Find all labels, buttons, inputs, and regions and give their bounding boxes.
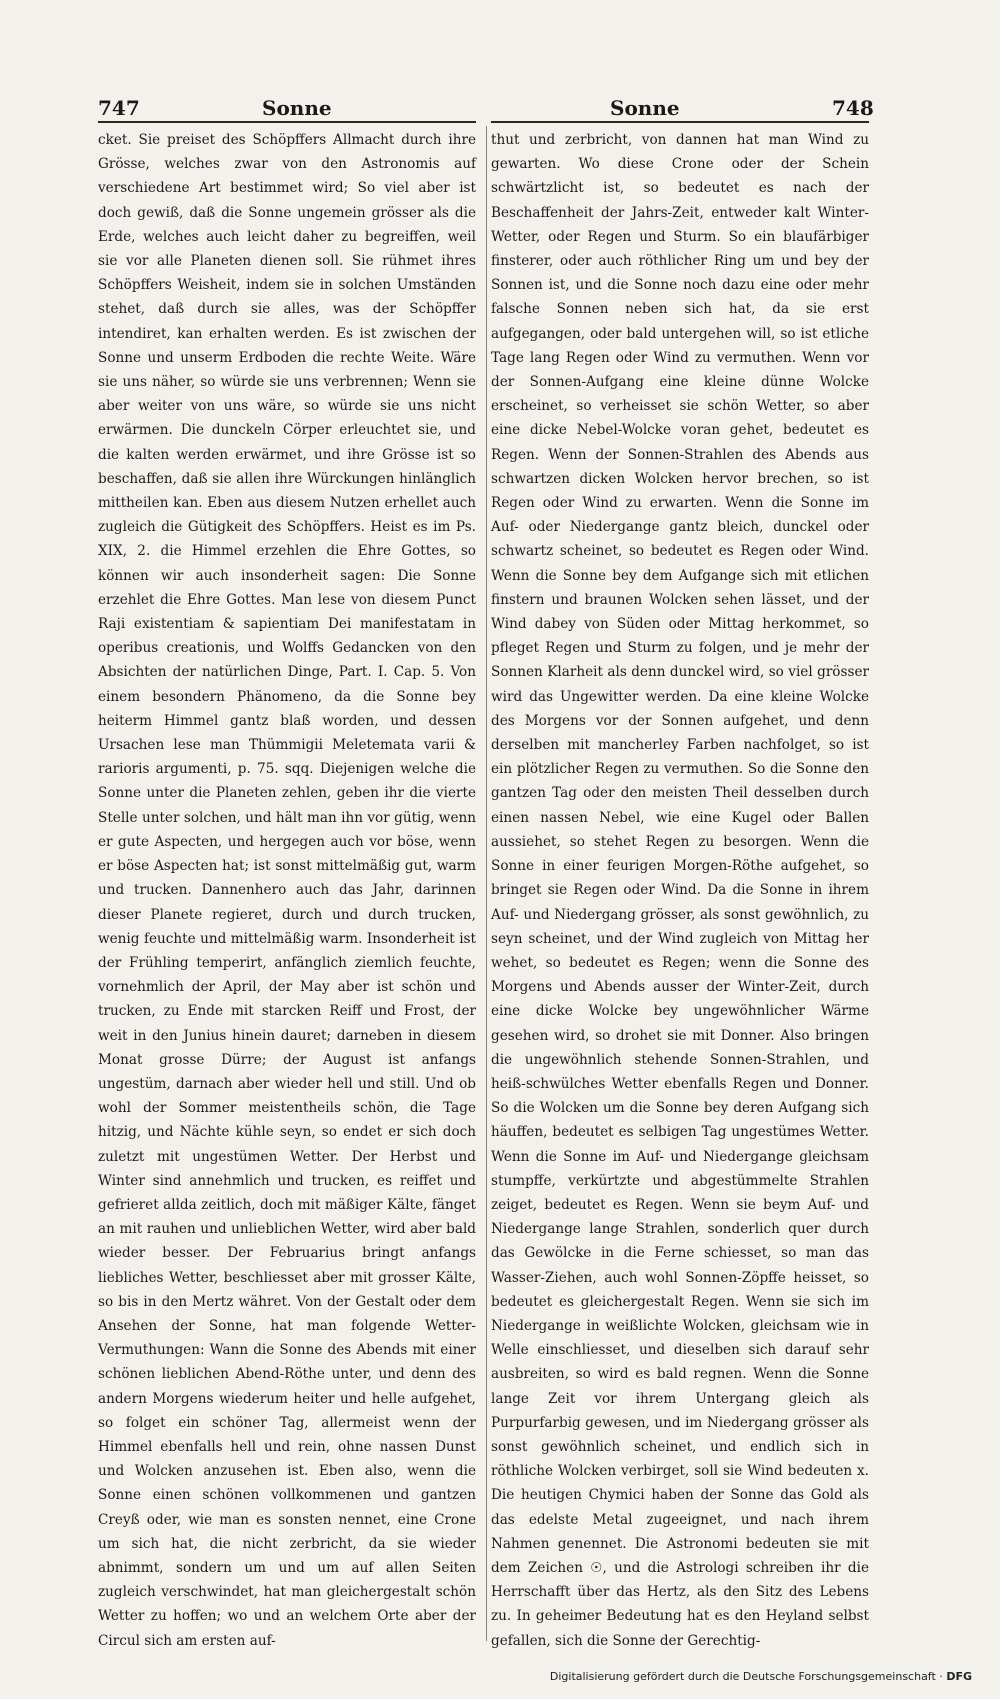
right-text-column: thut und zerbricht, von dannen hat man Wind zu gewarten. Wo diese Crone oder der Schein schwärtzlicht ist, so bedeutet es nach der Beschaffenheit der Jahrs-Zeit, entweder kalt Winter-Wetter, oder Regen und Sturm. So ein blaufärbiger finsterer, oder auch röthlicher Ring um und bey der Sonnen ist, und die Sonne noch dazu eine oder mehr falsche Sonnen neben sich hat, da sie erst aufgegangen, oder bald untergehen will, so ist etliche Tage lang Regen oder Wind zu vermuthen. Wenn vor der Sonnen-Aufgang eine kleine dünne Wolcke erscheinet, so verheisset sie schön Wetter, so aber eine dicke Nebel-Wolcke voran gehet, bedeutet es Regen. Wenn der Sonnen-Strahlen des Abends aus schwartzen dicken Wolcken hervor brechen, so ist Regen oder Wind zu erwarten. Wenn die Sonne im Auf- oder Niedergange gantz bleich, dunckel oder schwartz scheinet, so bedeutet es Regen oder Wind. Wenn die Sonne bey dem Aufgange sich mit etlichen finstern und braunen Wolcken sehen lässet, und der Wind dabey von Süden oder Mittag herkommet, so pfleget Regen und Sturm zu folgen, und je mehr der Sonnen Klarheit als denn dunckel wird, so viel grösser wird das Ungewitter werden. Da eine kleine Wolcke des Morgens vor der Sonnen aufgehet, und denn derselben mit mancherley Farben nachfolget, so ist ein plötzlicher Regen zu vermuthen. So die Sonne den gantzen Tag oder den meisten Theil desselben durch einen nassen Nebel, wie eine Kugel oder Ballen aussiehet, so stehet Regen zu besorgen. Wenn die Sonne in einer feurigen Morgen-Röthe aufgehet, so bringet sie Regen oder Wind. Da die Sonne in ihrem Auf- und Niedergang grösser, als sonst gewöhnlich, zu seyn scheinet, und der Wind zugleich von Mittag her wehet, so bedeutet es Regen; wenn die Sonne des Morgens und Abends ausser der Winter-Zeit, durch eine dicke Wolcke bey ungewöhnlicher Wärme gesehen wird, so drohet sie mit Donner. Also bringen die ungewöhnlich stehende Sonnen-Strahlen, und heiß-schwülches Wetter ebenfalls Regen und Donner. So die Wolcken um die Sonne bey deren Aufgang sich häuffen, bedeutet es selbigen Tag ungestümes Wetter. Wenn die Sonne im Auf- und Niedergange gleichsam stumpffe, verkürtzte und abgestümmelte Strahlen zeiget, bedeutet es Regen. Wenn sie beym Auf- und Niedergange lange Strahlen, sonderlich quer durch das Gewölcke in die Ferne schiesset, so man das Wasser-Ziehen, auch wohl Sonnen-Zöpffe heisset, so bedeutet es gleichergestalt Regen. Wenn sie sich im Niedergange in weißlichte Wolcken, gleichsam wie in Welle einschliesset, und dieselben sich darauf sehr ausbreiten, so wird es bald regnen. Wenn die Sonne lange Zeit vor ihrem Untergang gleich als Purpurfarbig gewesen, und im Niedergang grösser als sonst gewöhnlich scheinet, und endlich sich in röthliche Wolcken verbirget, soll sie Wind bedeuten x. Die heutigen Chymici haben der Sonne das Gold als das edelste Metal zugeeignet, und nach ihrem Nahmen genennet. Die Astronomi bedeuten sie mit dem Zeichen ☉, und die Astrologi schreiben ihr die Herrschafft über das Hertz, als den Sitz des Lebens zu. In geheimer Bedeutung hat es den Heyland selbst gefallen, sich die Sonne der Gerechtig- [491,132,869,1649]
digitization-footer: Digitalisierung gefördert durch die Deutsche Forschungsgemeinschaft · DFG [549,1670,972,1683]
right-page-number: 748 [832,96,874,120]
footer-text: Digitalisierung gefördert durch die Deutsche Forschungsgemeinschaft [549,1670,936,1683]
left-header-rule [98,121,476,123]
left-text-column: cket. Sie preiset des Schöpffers Allmacht durch ihre Grösse, welches zwar von den Astronomis auf verschiedene Art bestimmet wird; So viel aber ist doch gewiß, daß die Sonne ungemein grösser als die Erde, welches auch leicht daher zu begreiffen, weil sie vor alle Planeten dienen soll. Sie rühmet ihres Schöpffers Weisheit, indem sie in solchen Umständen stehet, daß durch sie alles, was der Schöpffer intendiret, kan erhalten werden. Es ist zwischen der Sonne und unserm Erdboden die rechte Weite. Wäre sie uns näher, so würde sie uns verbrennen; Wenn sie aber weiter von uns wäre, so würde sie uns nicht erwärmen. Die dunckeln Cörper erleuchtet sie, und die kalten werden erwärmet, und ihre Grösse ist so beschaffen, daß sie allen ihre Würckungen hinlänglich mittheilen kan. Eben aus diesem Nutzen erhellet auch zugleich die Gütigkeit des Schöpffers. Heist es im Ps. XIX, 2. die Himmel erzehlen die Ehre Gottes, so können wir auch insonderheit sagen: Die Sonne erzehlet die Ehre Gottes. Man lese von diesem Punct Raji existentiam & sapientiam Dei manifestatam in operibus creationis, und Wolffs Gedancken von den Absichten der natürlichen Dinge, Part. I. Cap. 5. Von einem besondern Phänomeno, da die Sonne bey heiterm Himmel gantz blaß worden, und dessen Ursachen lese man Thümmigii Meletemata varii & rarioris argumenti, p. 75. sqq. Diejenigen welche die Sonne unter die Planeten zehlen, geben ihr die vierte Stelle unter solchen, und hält man ihn vor gütig, wenn er gute Aspecten, und hergegen auch vor böse, wenn er böse Aspecten hat; ist sonst mittelmäßig gut, warm und trucken. Dannenhero auch das Jahr, darinnen dieser Planete regieret, durch und durch trucken, wenig feuchte und mittelmäßig warm. Insonderheit ist der Frühling temperirt, anfänglich ziemlich feuchte, vornehmlich der April, der May aber ist schön und trucken, zu Ende mit starcken Reiff und Frost, der weit in den Junius hinein dauret; darneben in diesem Monat grosse Dürre; der August ist anfangs ungestüm, darnach aber wieder hell und still. Und ob wohl der Sommer meistentheils schön, die Tage hitzig, und Nächte kühle seyn, so endet er sich doch zuletzt mit ungestümen Wetter. Der Herbst und Winter sind annehmlich und trucken, es reiffet und gefrieret allda zeitlich, doch mit mäßiger Kälte, fänget an mit rauhen und unlieblichen Wetter, wird aber bald wieder besser. Der Februarius bringt anfangs liebliches Wetter, beschliesset aber mit grosser Kälte, so bis in den Mertz währet. Von der Gestalt oder dem Ansehen der Sonne, hat man folgende Wetter-Vermuthungen: Wann die Sonne des Abends mit einer schönen lieblichen Abend-Röthe unter, und denn des andern Morgens wiederum heiter und helle aufgehet, so folget ein schöner Tag, allermeist wenn der Himmel ebenfalls hell und rein, ohne nassen Dunst und Wolcken anzusehen ist. Eben also, wenn die Sonne einen schönen vollkommenen und gantzen Creyß oder, wie man es sonsten nennet, eine Crone um sich hat, die nicht zerbricht, da sie wieder abnimmt, sondern um und um auf allen Seiten zugleich verschwindet, hat man gleichergestalt schön Wetter zu hoffen; wo und an welchem Orte aber der Circul sich am ersten auf- [98,132,476,1649]
right-running-title: Sonne [610,96,680,120]
left-page-number: 747 [98,96,140,120]
right-header-rule [491,121,869,123]
dfg-logo: DFG [946,1670,972,1683]
column-divider [486,126,487,1641]
left-running-title: Sonne [262,96,332,120]
